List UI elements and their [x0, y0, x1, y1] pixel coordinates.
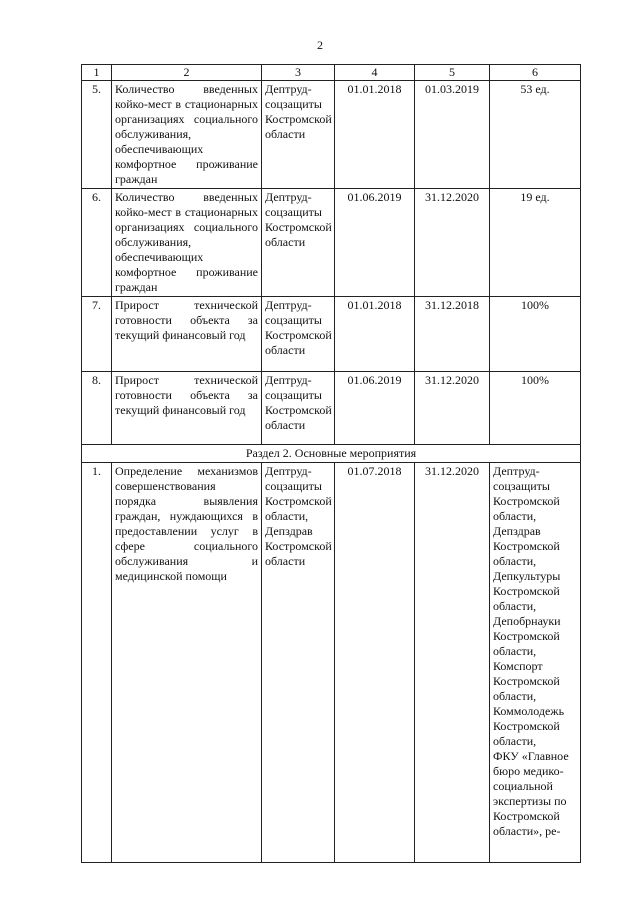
indicator-name: Количество введенных койко-мест в стационарных организациях социального обслуживания, обеспечивающих комфортное проживание граждан	[112, 189, 262, 297]
end-date: 01.03.2019	[415, 81, 490, 189]
table-row	[82, 189, 581, 297]
table-row	[82, 463, 581, 863]
table-row	[82, 81, 581, 189]
column-header: 2	[112, 65, 262, 81]
section-title: Раздел 2. Основные мероприятия	[82, 445, 581, 463]
measure-name: Определение механизмов совершенствования порядка выявления граждан, нуждающихся в предоставлении услуг в сфере социального обслуживания и медицинской помощи	[112, 463, 262, 863]
result-value: 100%	[490, 372, 581, 445]
end-date: 31.12.2018	[415, 297, 490, 372]
end-date: 31.12.2020	[415, 463, 490, 863]
column-header: 4	[335, 65, 415, 81]
measures-table	[81, 64, 581, 863]
indicator-name: Прирост технической готовности объекта за текущий финансовый год	[112, 372, 262, 445]
start-date: 01.07.2018	[335, 463, 415, 863]
end-date: 31.12.2020	[415, 189, 490, 297]
indicator-name: Количество введенных койко-мест в стационарных организациях социального обслуживания, обеспечивающих комфортное проживание граждан	[112, 81, 262, 189]
page-number: 2	[317, 38, 323, 52]
column-header: 3	[262, 65, 335, 81]
result-value: 100%	[490, 297, 581, 372]
start-date: 01.06.2019	[335, 372, 415, 445]
column-header: 6	[490, 65, 581, 81]
section-header-row	[82, 445, 581, 463]
row-number: 8.	[82, 372, 112, 445]
responsible-executor: Дептруд- соцзащиты Костромской области	[262, 81, 335, 189]
start-date: 01.06.2019	[335, 189, 415, 297]
start-date: 01.01.2018	[335, 297, 415, 372]
responsible-executor: Дептруд- соцзащиты Костромской области, Депздрав Костромской области	[262, 463, 335, 863]
column-number-row	[82, 65, 581, 81]
result-value: 53 ед.	[490, 81, 581, 189]
responsible-executor: Дептруд- соцзащиты Костромской области	[262, 372, 335, 445]
co-executors: Дептруд- соцзащиты Костромской области, Депздрав Костромской области, Депкультуры Костромской области, Депобрнауки Костромской области, Комспорт Костромской области, Коммолодежь Костромской области, ФКУ «Главное бюро медико-социальной экспертизы по Костромской области», ре-	[490, 463, 581, 863]
table-row	[82, 372, 581, 445]
column-header: 1	[82, 65, 112, 81]
end-date: 31.12.2020	[415, 372, 490, 445]
table-row	[82, 297, 581, 372]
indicator-name: Прирост технической готовности объекта за текущий финансовый год	[112, 297, 262, 372]
start-date: 01.01.2018	[335, 81, 415, 189]
responsible-executor: Дептруд- соцзащиты Костромской области	[262, 297, 335, 372]
column-header: 5	[415, 65, 490, 81]
responsible-executor: Дептруд- соцзащиты Костромской области	[262, 189, 335, 297]
row-number: 1.	[82, 463, 112, 863]
result-value: 19 ед.	[490, 189, 581, 297]
row-number: 7.	[82, 297, 112, 372]
row-number: 6.	[82, 189, 112, 297]
row-number: 5.	[82, 81, 112, 189]
